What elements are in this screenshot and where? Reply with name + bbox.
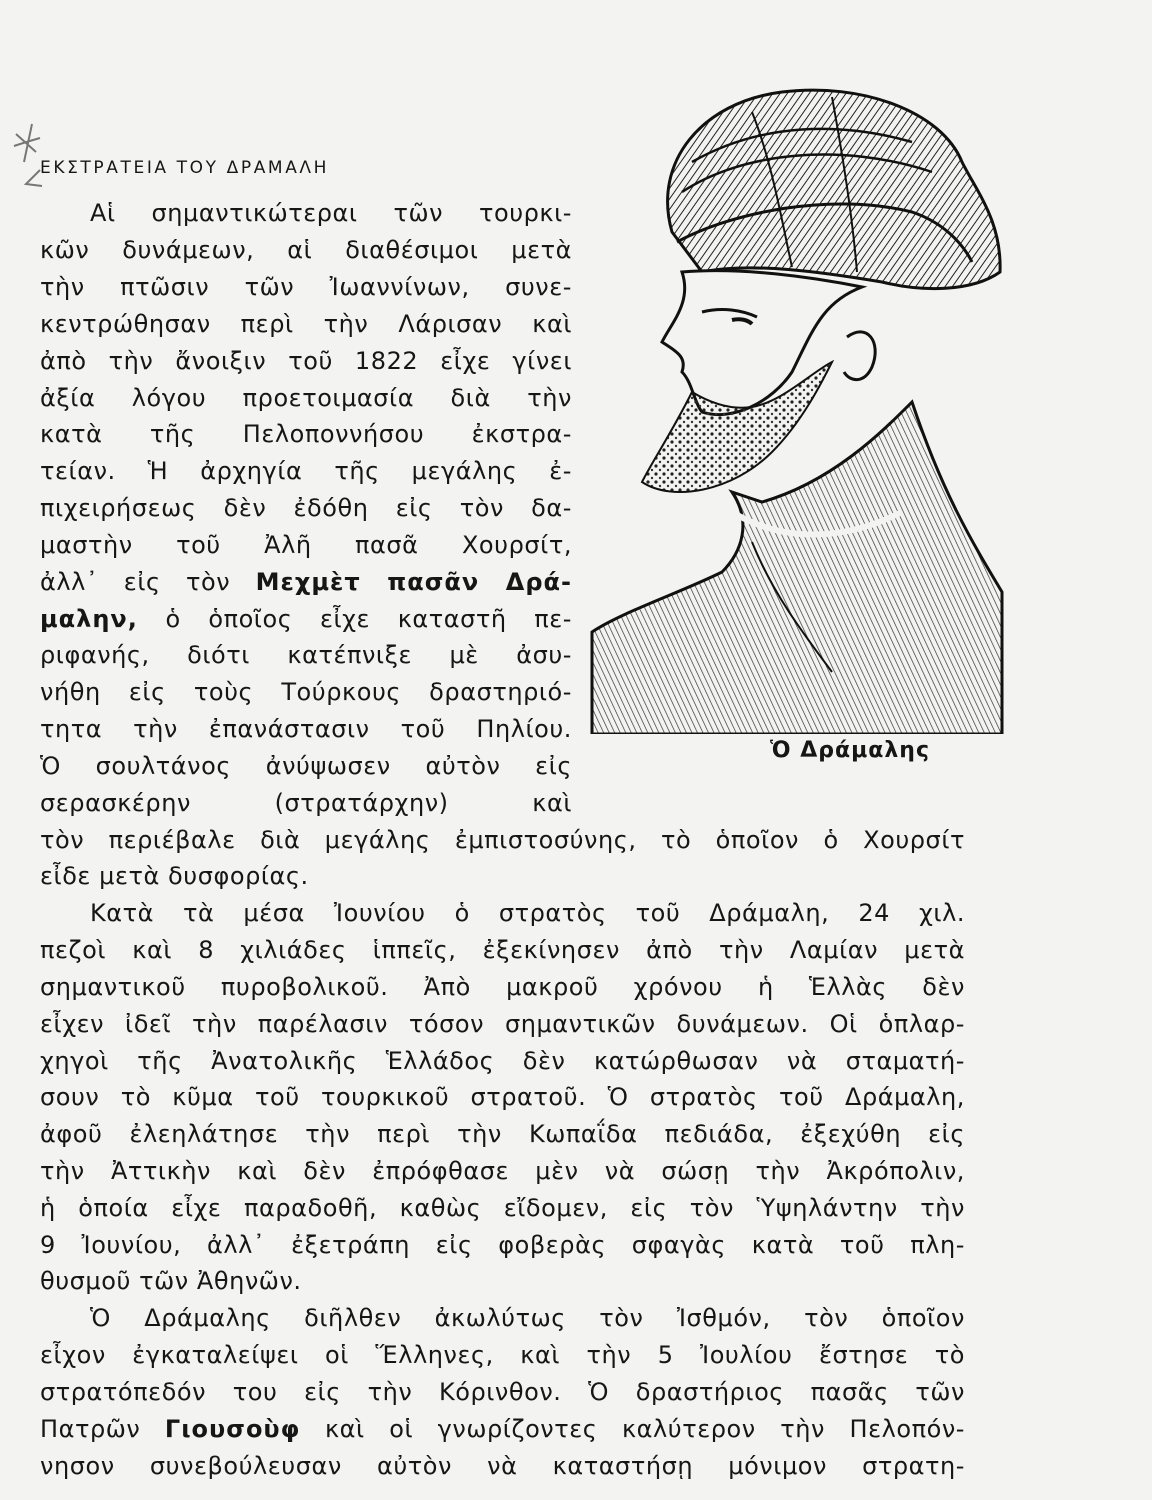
text-line: εἶχεν ἰδεῖ τὴν παρέλασιν τόσον σημαντικῶν δυνάμεων. Οἱ ὁπλαρ- <box>40 1010 965 1038</box>
text-line: ἀπὸ τὴν ἄνοιξιν τοῦ 1822 εἶχε γίνει <box>40 347 572 375</box>
text-line: τείαν. Ἡ ἀρχηγία τῆς μεγάλης ἐ- <box>40 457 572 485</box>
name-dramalin-bold: μαλην, <box>40 605 138 633</box>
text-line: Ὁ Δράμαλης διῆλθεν ἀκωλύτως τὸν Ἰσθμόν, τὸν ὁποῖον <box>90 1304 965 1332</box>
portrait-caption: Ὁ Δράμαλης <box>770 738 931 763</box>
text-fragment: ὁ ὁποῖος εἶχε καταστῆ πε- <box>165 605 572 633</box>
text-fragment: Πατρῶν <box>40 1415 141 1443</box>
text-line: ἀφοῦ ἐλεηλάτησε τὴν περὶ τὴν Κωπαΐδα πεδιάδα, ἐξεχύθη εἰς <box>40 1120 965 1148</box>
text-line: πεζοὶ καὶ 8 χιλιάδες ἱππεῖς, ἐξεκίνησεν ἀπὸ τὴν Λαμίαν μετὰ <box>40 936 965 964</box>
text-line: 9 Ἰουνίου, ἀλλ᾽ ἐξετράπη εἰς φοβερὰς σφαγὰς κατὰ τοῦ πλη- <box>40 1231 965 1259</box>
name-mechmet-bold: Μεχμὲτ πασᾶν Δρά- <box>255 568 572 596</box>
text-line: Ὁ σουλτάνος ἀνύψωσεν αὐτὸν εἰς <box>40 752 572 780</box>
text-line: χηγοὶ τῆς Ἀνατολικῆς Ἑλλάδος δὲν κατώρθωσαν νὰ σταματή- <box>40 1047 965 1075</box>
text-fragment: ἀλλ᾽ εἰς τὸν <box>40 568 231 596</box>
text-line: Αἱ σημαντικώτεραι τῶν τουρκι- <box>90 199 572 227</box>
text-line: νήθη εἰς τοὺς Τούρκους δραστηριό- <box>40 678 572 706</box>
name-giousouf-bold: Γιουσοὺφ <box>164 1415 301 1443</box>
text-line <box>40 1414 965 1444</box>
text-line: στρατόπεδόν του εἰς τὴν Κόρινθον. Ὁ δραστήριος πασᾶς τῶν <box>40 1378 965 1406</box>
text-line: ἀξία λόγου προετοιμασία διὰ τὴν <box>40 384 572 412</box>
text-line: κῶν δυνάμεων, αἱ διαθέσιμοι μετὰ <box>40 236 572 264</box>
dramalis-portrait-engraving <box>582 72 1012 734</box>
pencil-mark-icon <box>6 112 54 192</box>
text-line: σερασκέρην (στρατάρχην) καὶ <box>40 789 572 817</box>
text-line: σημαντικοῦ πυροβολικοῦ. Ἀπὸ μακροῦ χρόνου ἡ Ἑλλὰς δὲν <box>40 973 965 1001</box>
text-line: εἶχον ἐγκαταλείψει οἱ Ἕλληνες, καὶ τὴν 5 Ἰουλίου ἔστησε τὸ <box>40 1341 965 1369</box>
text-line: ριφανής, διότι κατέπνιξε μὲ ἀσυ- <box>40 641 572 669</box>
text-line <box>40 567 572 597</box>
text-line: νησον συνεβούλευσαν αὐτὸν νὰ καταστήσῃ μόνιμον στρατη- <box>40 1452 965 1480</box>
text-line: θυσμοῦ τῶν Ἀθηνῶν. <box>40 1267 302 1295</box>
text-line: τὸν περιέβαλε διὰ μεγάλης ἐμπιστοσύνης, τὸ ὁποῖον ὁ Χουρσίτ <box>40 826 965 854</box>
text-line <box>40 604 572 634</box>
text-line: τὴν Ἀττικὴν καὶ δὲν ἐπρόφθασε μὲν νὰ σώσῃ τὴν Ἀκρόπολιν, <box>40 1157 965 1185</box>
text-fragment: καὶ οἱ γνωρίζοντες καλύτερον τὴν Πελοπόν- <box>324 1415 965 1443</box>
text-line: πιχειρήσεως δὲν ἐδόθη εἰς τὸν δα- <box>40 494 572 522</box>
text-line: Κατὰ τὰ μέσα Ἰουνίου ὁ στρατὸς τοῦ Δράμαλη, 24 χιλ. <box>90 899 965 927</box>
text-line: ἡ ὁποία εἶχε παραδοθῆ, καθὼς εἴδομεν, εἰς τὸν Ὑψηλάντην τὴν <box>40 1194 965 1222</box>
text-line: κατὰ τῆς Πελοποννήσου ἐκστρα- <box>40 420 572 448</box>
text-line: τητα τὴν ἐπανάστασιν τοῦ Πηλίου. <box>40 715 572 743</box>
section-heading: ΕΚΣΤΡΑΤΕΙΑ ΤΟΥ ΔΡΑΜΑΛΗ <box>40 158 330 178</box>
text-line: μαστὴν τοῦ Ἀλῆ πασᾶ Χουρσίτ, <box>40 531 572 559</box>
text-line: κεντρώθησαν περὶ τὴν Λάρισαν καὶ <box>40 310 572 338</box>
text-line: σουν τὸ κῦμα τοῦ τουρκικοῦ στρατοῦ. Ὁ στρατὸς τοῦ Δράμαλη, <box>40 1083 965 1111</box>
text-line: τὴν πτῶσιν τῶν Ἰωαννίνων, συνε- <box>40 273 572 301</box>
text-line: εἶδε μετὰ δυσφορίας. <box>40 862 309 890</box>
